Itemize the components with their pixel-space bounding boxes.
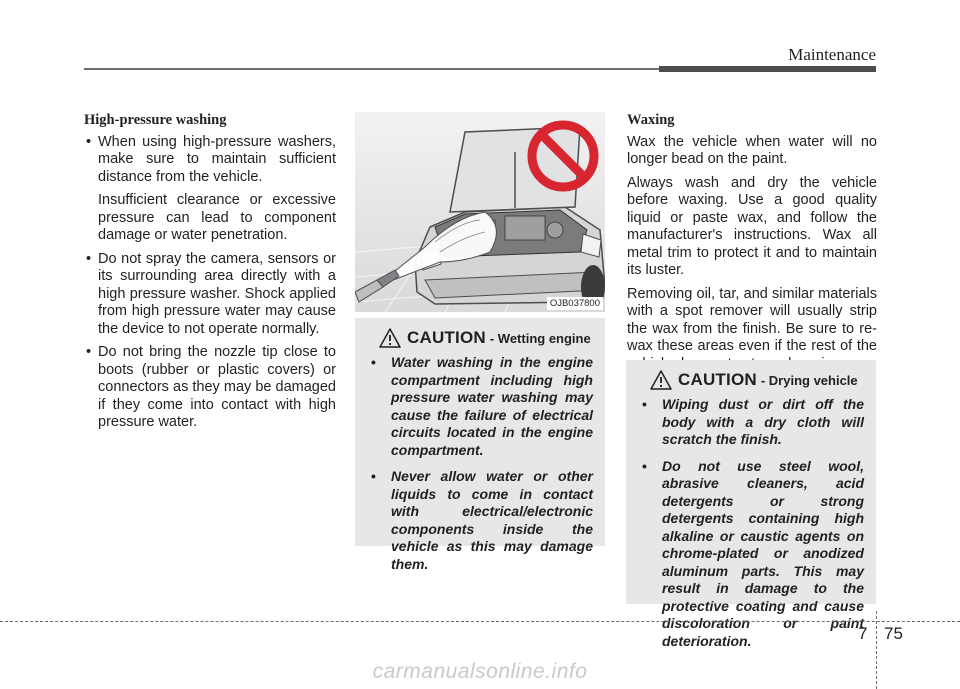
caution-box-drying-vehicle <box>626 360 876 649</box>
page-number: 75 <box>884 624 903 643</box>
header-rule-accent <box>659 66 876 72</box>
caution-list <box>640 396 864 650</box>
paragraph: Wax the vehicle when water will no longer bead on the paint. <box>627 133 877 167</box>
watermark: carmanualsonline.info <box>372 660 588 683</box>
header-title: Maintenance <box>788 45 876 64</box>
caution-list <box>369 354 593 573</box>
list-item: • Do not use steel wool, abrasive cleaners, acid detergents or strong detergents containing high alkaline or caustic agents on chrome-plated or anodized aluminum parts. This may result in damage to the protective coating and cause discoloration or paint deterioration. <box>640 458 864 651</box>
caution-subtitle: - Drying vehicle <box>760 372 858 388</box>
list-item: • Water washing in the engine compartment including high pressure water washing may cause the failure of electrical circuits located in the engine compartment. <box>369 354 593 459</box>
waxing-section <box>627 112 877 379</box>
footer-rule <box>0 621 960 622</box>
caution-label: CAUTION <box>407 328 486 347</box>
paragraph: Removing oil, tar, and similar materials with a spot remover will usually strip the wax from the finish. Be sure to re-wax these areas even if the rest of the <box>627 285 877 354</box>
bullet-text: • When using high-pressure washers, make sure to maintain sufficient distance from the vehicle. <box>98 133 336 185</box>
high-pressure-section <box>84 112 336 438</box>
list-item: • Wiping dust or dirt off the body with a dry cloth will scratch the finish. <box>640 396 864 449</box>
prohibition-icon <box>525 118 601 194</box>
paragraph: Always wash and dry the vehicle before waxing. Use a good quality liquid or paste wax, and follow the manufacturer's instructions. Wax all metal trim to protect it and to maintain its luster. <box>627 174 877 278</box>
section-title-high-pressure: High-pressure washing <box>84 112 227 128</box>
bullet-subtext: Insufficient clearance or excessive pressure can lead to component damage or water penetration. <box>98 192 336 243</box>
high-pressure-list <box>84 134 336 432</box>
engine-washing-figure <box>355 112 605 312</box>
list-item <box>84 251 336 339</box>
bullet-text: • Do not spray the camera, sensors or its surrounding area directly with a high pressure washer. Shock applied from high pressure water may cause the device to not operate normally. <box>98 250 336 337</box>
caution-label: CAUTION <box>678 370 757 389</box>
section-title-waxing: Waxing <box>627 112 675 128</box>
chapter-number: 7 <box>858 624 868 643</box>
figure-code: OJB037800 <box>547 297 603 310</box>
warning-triangle-icon <box>379 328 401 348</box>
caution-box-wetting-engine <box>355 318 605 572</box>
caution-header <box>369 328 593 348</box>
list-item <box>84 344 336 432</box>
list-item: • Never allow water or other liquids to come in contact with electrical/electronic components inside the vehicle as this may damage them. <box>369 468 593 573</box>
caution-header <box>640 370 864 390</box>
warning-triangle-icon <box>650 370 672 390</box>
list-item <box>84 134 336 245</box>
bullet-text: • Do not bring the nozzle tip close to boots (rubber or plastic covers) or connectors as they may be damaged if they come into contact with high pressure water. <box>98 344 336 430</box>
caution-subtitle: - Wetting engine <box>489 330 591 346</box>
